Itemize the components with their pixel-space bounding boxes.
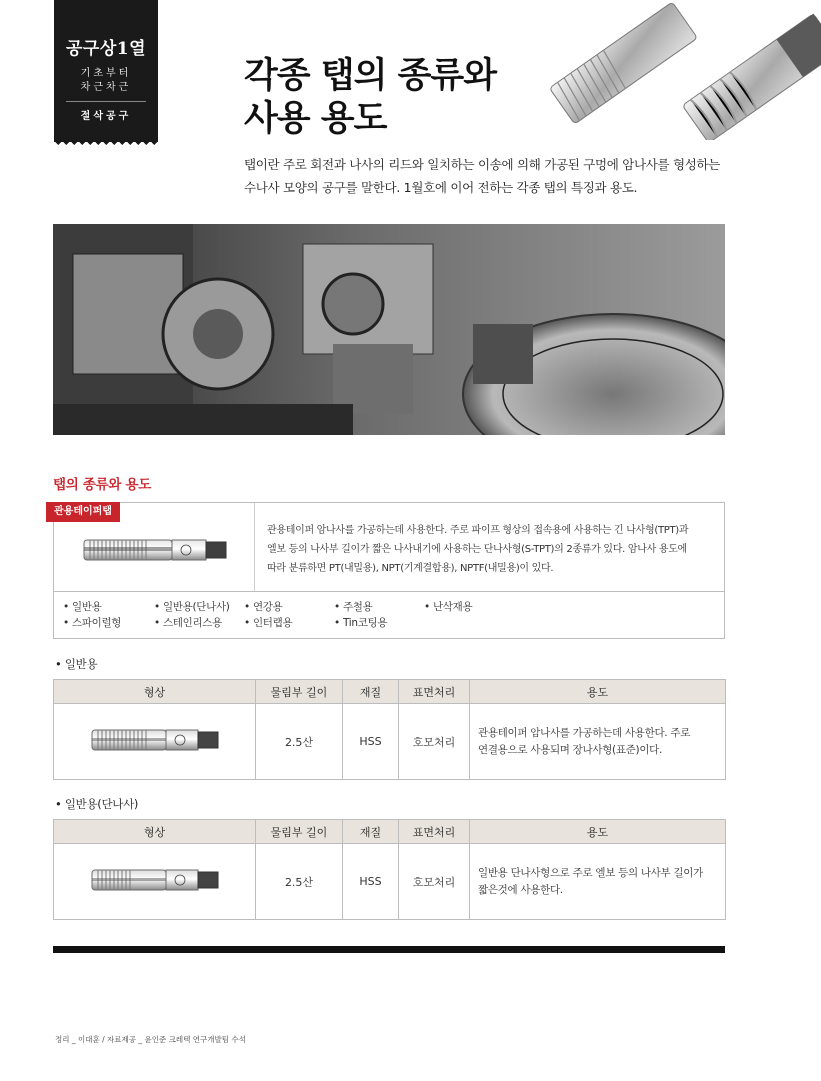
taper-desc-line1: 관용테이퍼 암나사를 가공하는데 사용한다. 주로 파이프 형상의 접속용에 사용하는 긴 나사형(TPT)과 [267,525,689,536]
use-item-label: 연강용 [252,601,283,613]
shape-cell [54,704,256,780]
table-header-row [54,680,726,704]
use-item: • 주철용 [334,601,373,613]
use-item-label: 스테인리스용 [162,617,222,629]
column-badge [54,0,158,142]
badge-divider [66,101,146,102]
col-use: 용도 [470,680,726,704]
taper-tap-illustration [82,535,230,565]
col-use: 용도 [470,820,726,844]
use-item: • Tin코팅용 [334,617,388,629]
use-item-label: 인터랩용 [252,617,293,629]
intro-paragraph [244,153,724,199]
surface-cell: 호모처리 [399,844,470,920]
use-item-label: 일반용(단나사) [162,601,230,613]
taper-desc-line2: 엘보 등의 나사부 길이가 짧은 나사내기에 사용하는 단나사형(S-TPT)의 2종류가 있다. 암나사 용도에 [267,544,687,555]
general-subtitle: • 일반용 [55,657,98,671]
use-item: • 난삭재용 [424,601,473,613]
hero-taps-image [530,0,821,140]
general-tap-illustration [90,724,220,756]
table-row [54,844,726,920]
taper-tap-description [267,521,715,578]
badge-subtitle [54,67,158,95]
page-title-line2: 사용 용도 [244,99,387,139]
surface-cell: 호모처리 [399,704,470,780]
table-row [54,704,726,780]
general-short-subtitle-label: 일반용(단나사) [64,797,139,811]
col-length: 물림부 길이 [256,680,343,704]
machining-center-photo [53,224,725,435]
col-surface: 표면처리 [399,820,470,844]
taper-tap-box [53,502,725,592]
general-subtitle-label: 일반용 [64,657,98,671]
taper-uses-list [53,592,725,639]
use-item-label: 주철용 [342,601,373,613]
bottom-divider [53,946,725,953]
use-cell [470,704,726,780]
use-item-label: 난삭재용 [432,601,473,613]
use-line2: 짧은것에 사용한다. [478,883,563,896]
use-item-label: Tin코팅용 [342,617,388,629]
use-item: • 연강용 [244,601,283,613]
use-item: • 일반용(단나사) [154,601,230,613]
shape-cell [54,844,256,920]
intro-line1: 탭이란 주로 회전과 나사의 리드와 일치하는 이송에 의해 가공된 구멍에 암나사를 형성하는 [244,157,721,172]
taper-divider [254,503,255,591]
use-cell [470,844,726,920]
badge-sub-line1: 기초부터 [80,68,132,79]
col-material: 재질 [343,680,399,704]
use-item: • 스테인리스용 [154,617,222,629]
col-length: 물림부 길이 [256,820,343,844]
material-cell: HSS [343,844,399,920]
use-line1: 관용테이퍼 암나사를 가공하는데 사용한다. 주로 [478,726,691,739]
footer-credit: 정리 _ 이대훈 / 자료제공 _ 윤인준 크레텍 연구개발팀 수석 [55,1035,246,1044]
section-title: 탭의 종류와 용도 [53,477,151,493]
use-line1: 일반용 단나사형으로 주로 엘보 등의 나사부 길이가 [478,866,703,879]
badge-title: 공구상1열 [65,39,147,59]
page-title-line1: 각종 탭의 종류와 [244,56,497,96]
material-cell: HSS [343,704,399,780]
use-item: • 일반용 [63,601,102,613]
length-cell: 2.5산 [256,704,343,780]
general-short-spec-table [53,819,726,920]
col-shape: 형상 [54,680,256,704]
general-short-tap-illustration [90,864,220,896]
intro-line2: 수나사 모양의 공구를 말한다. 1월호에 이어 전하는 각종 탭의 특징과 용도. [244,180,638,195]
length-cell: 2.5산 [256,844,343,920]
general-spec-table [53,679,726,780]
page-title [244,55,496,141]
taper-tap-tag: 관용테이퍼탭 [46,502,120,522]
use-item-label: 일반용 [71,601,102,613]
table-header-row [54,820,726,844]
use-line2: 연결용으로 사용되며 장나사형(표준)이다. [478,743,663,756]
badge-category: 절삭공구 [80,111,132,122]
use-item: • 스파이럴형 [63,617,122,629]
col-material: 재질 [343,820,399,844]
general-short-subtitle: • 일반용(단나사) [55,797,139,811]
badge-sub-line2: 차근차근 [80,82,132,93]
use-item: • 인터랩용 [244,617,293,629]
col-surface: 표면처리 [399,680,470,704]
col-shape: 형상 [54,820,256,844]
taper-desc-line3: 따라 분류하면 PT(내밀용), NPT(기계결합용), NPTF(내밀용)이 있다. [267,563,554,574]
use-item-label: 스파이럴형 [71,617,122,629]
